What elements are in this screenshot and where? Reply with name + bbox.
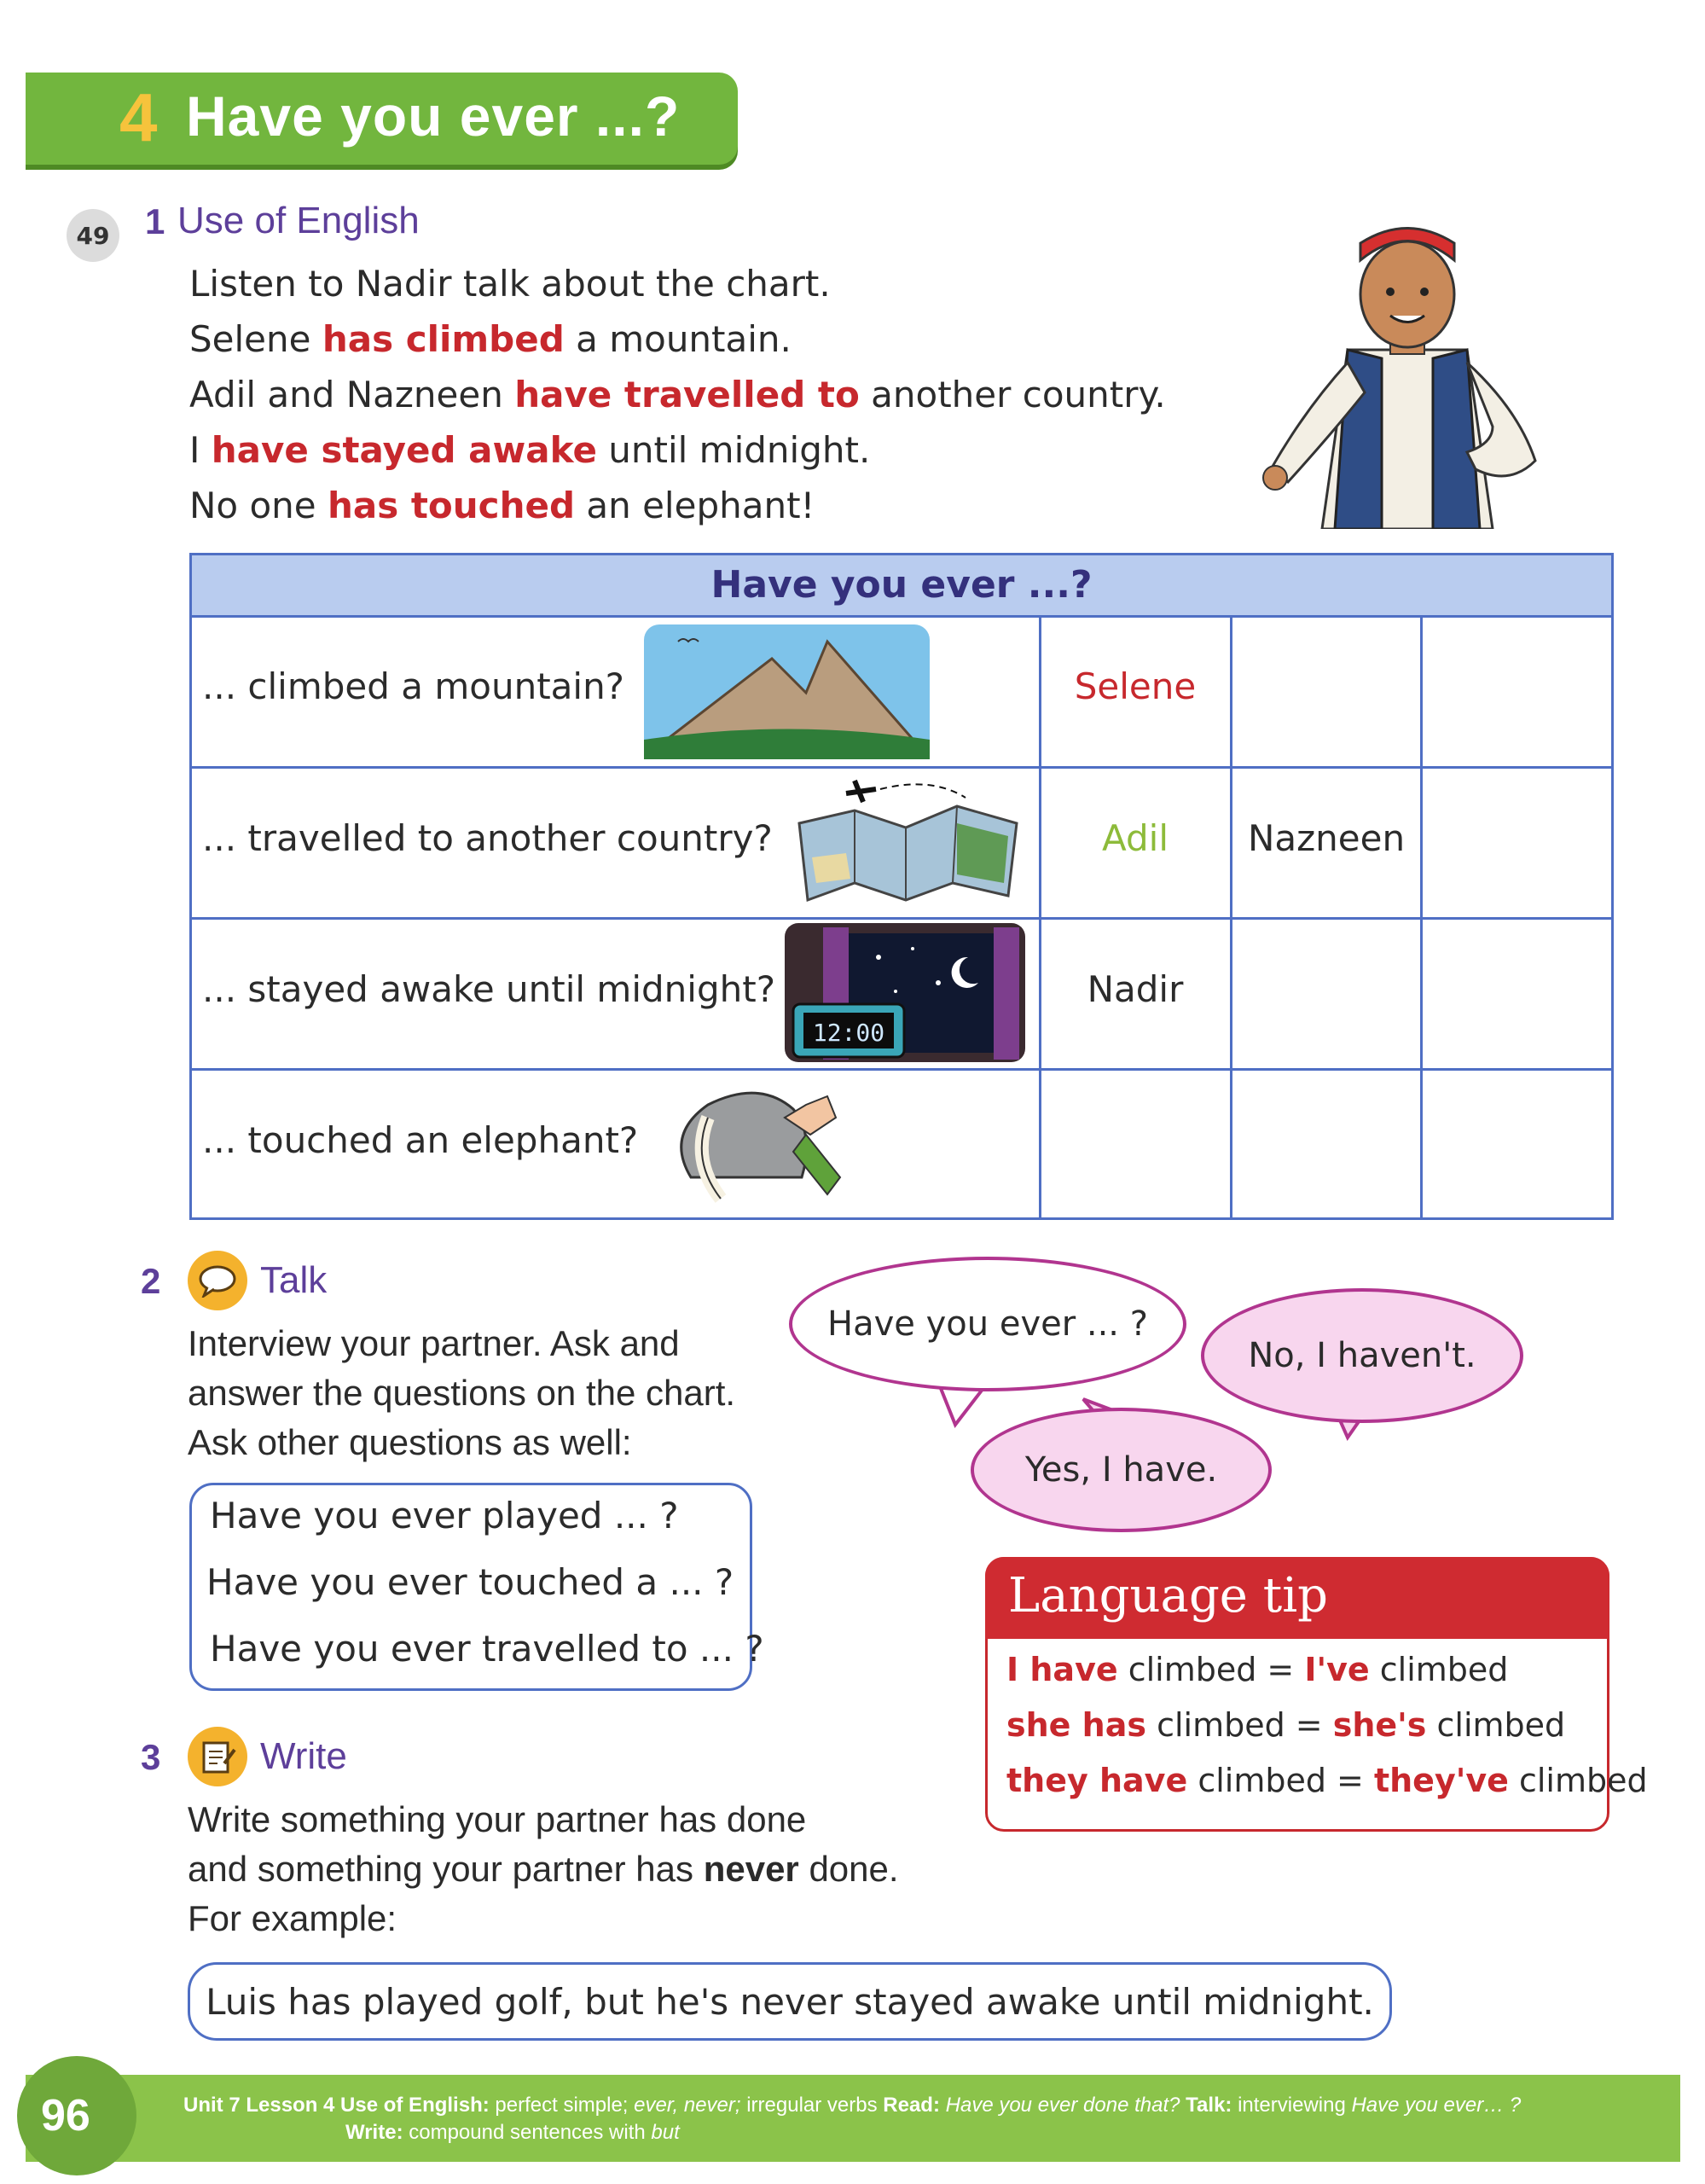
chart-question: ... touched an elephant?: [202, 1119, 639, 1161]
section-number: 3: [141, 1737, 161, 1777]
section-intro: Listen to Nadir talk about the chart.: [189, 263, 831, 305]
chart-cell-name: Nazneen: [1247, 817, 1406, 859]
elephant-icon: [657, 1083, 849, 1211]
chart-divider: [1420, 615, 1423, 1220]
chart-question: ... climbed a mountain?: [202, 665, 624, 707]
example-sentence: No one has touched an elephant!: [189, 485, 815, 526]
chart-question: ... stayed awake until midnight?: [202, 968, 775, 1010]
write-instruction: For example:: [188, 1898, 397, 1938]
section-title: Use of English: [177, 200, 420, 241]
unit-number: 4: [119, 79, 158, 155]
talk-instruction: Ask other questions as well:: [188, 1422, 632, 1462]
chart-cell-name: Nadir: [1087, 968, 1184, 1010]
notepad-icon: [188, 1727, 247, 1786]
talk-instruction: Interview your partner. Ask and: [188, 1323, 680, 1363]
example-sentence: I have stayed awake until midnight.: [189, 429, 871, 471]
chart-cell-name: Selene: [1074, 665, 1197, 707]
example-sentence-box: Luis has played golf, but he's never stayed awake until midnight.: [188, 1962, 1392, 2041]
chart-divider: [189, 917, 1614, 920]
speech-bubble-question: Have you ever ... ?: [789, 1257, 1186, 1391]
chart-divider: [189, 766, 1614, 769]
speech-icon: [188, 1251, 247, 1310]
question-prompt: Have you ever travelled to ... ?: [210, 1628, 764, 1670]
section-number: 1: [145, 201, 165, 241]
mountain-icon: [644, 624, 930, 759]
language-tip-line: they have climbed = they've climbed: [1006, 1762, 1648, 1799]
write-instruction: and something your partner has never done.: [188, 1849, 899, 1889]
chart-divider: [1230, 615, 1232, 1220]
speech-bubble-yes: Yes, I have.: [971, 1408, 1272, 1532]
language-tip-line: she has climbed = she's climbed: [1006, 1706, 1566, 1744]
chart-divider: [189, 615, 1614, 618]
page-number: 96: [41, 2091, 90, 2140]
chart-question: ... travelled to another country?: [202, 817, 773, 859]
speech-bubble-no: No, I haven't.: [1201, 1288, 1523, 1423]
audio-track-badge[interactable]: 49: [67, 209, 119, 262]
section-number: 2: [141, 1261, 161, 1301]
example-sentence: Adil and Nazneen have travelled to another country.: [189, 374, 1166, 415]
clock-night-icon: [785, 923, 1025, 1062]
section-title: Talk: [260, 1259, 328, 1301]
chart-cell-name: Adil: [1102, 817, 1169, 859]
chart-title: Have you ever ...?: [710, 563, 1093, 607]
chart-divider: [189, 1068, 1614, 1071]
lesson-summary: Unit 7 Lesson 4 Use of English: perfect simple; ever, never; irregular verbs Read: Have you ever done that? Talk: interviewing Have you ever… ? Write: compound sentences with but: [183, 2094, 1522, 2144]
language-tip-title: Language tip: [1008, 1568, 1328, 1623]
language-tip-line: I have climbed = I've climbed: [1006, 1651, 1509, 1688]
map-plane-icon: [795, 772, 1025, 909]
talk-instruction: answer the questions on the chart.: [188, 1373, 736, 1413]
boy-character-illustration: [1254, 213, 1561, 529]
question-prompt: Have you ever played ... ?: [210, 1495, 679, 1536]
page-title: Have you ever ...?: [186, 84, 681, 148]
example-sentence: Selene has climbed a mountain.: [189, 318, 792, 360]
question-prompt: Have you ever touched a ... ?: [206, 1561, 734, 1603]
section-title: Write: [260, 1735, 347, 1777]
write-instruction: Write something your partner has done: [188, 1799, 807, 1839]
svg-text:12:00: 12:00: [812, 1019, 885, 1047]
